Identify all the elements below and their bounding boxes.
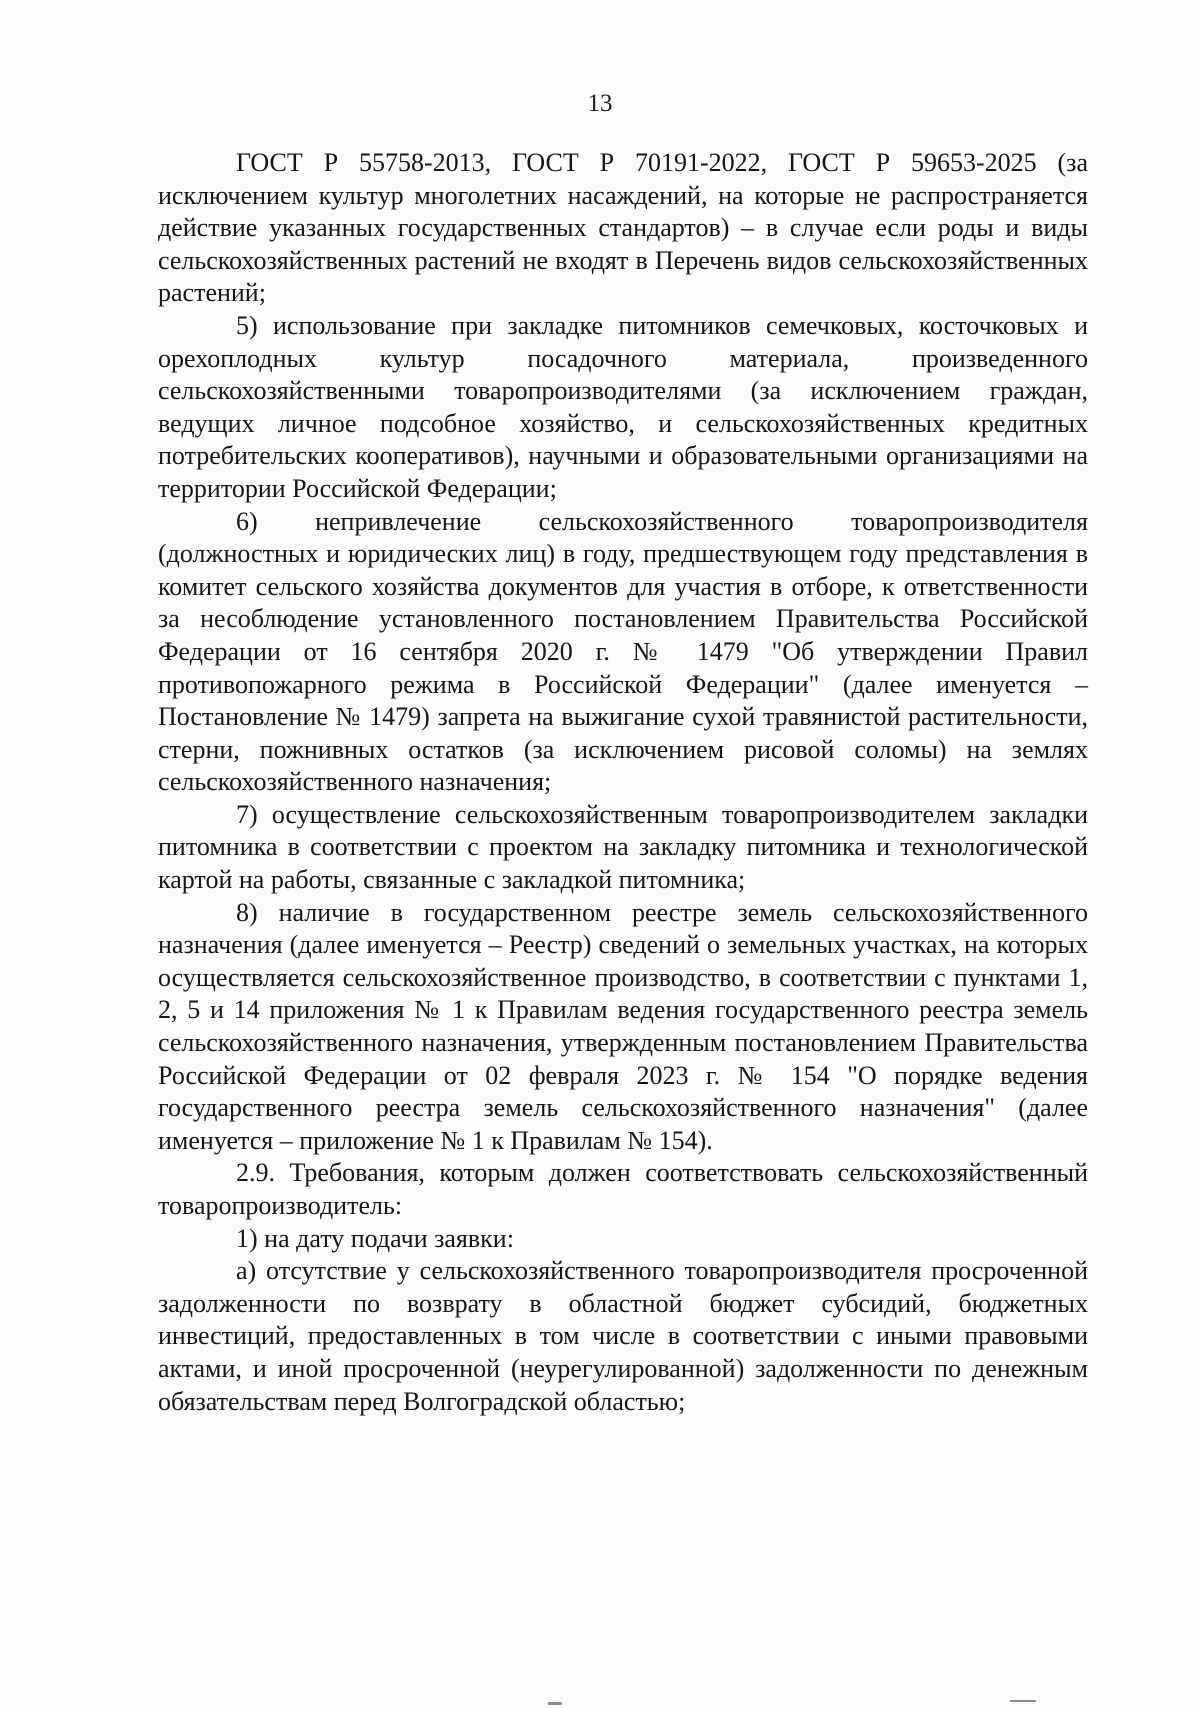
paragraph-section-2-9: 2.9. Требования, которым должен соответствовать сельскохозяйственный товаропроизводитель: — [158, 1158, 1088, 1220]
paragraph-item-5: 5) использование при закладке питомников семечковых, косточковых и орехоплодных культур посадочного материала, произведенного сельскохозяйственными товаропроизводителями (за исключением граждан, ведущих личное подсобное хозяйство, и сельскохозяйственных кредитных потребительских кооперативов), научными и образовательными организациями на территории Российской Федерации; — [158, 310, 1088, 503]
paragraph-item-8: 8) наличие в государственном реестре земель сельскохозяйственного назначения (далее именуется – Реестр) сведений о земельных участках, на которых осуществляется сельскохозяйственное производство, в соответствии с пунктами 1, 2, 5 и 14 приложения № 1 к Правилам ведения государственного реестра земель сельскохозяйственного назначения, утвержденным постановлением Правительства Российской Федерации от 02 февраля 2023 г. № 154 "О порядке ведения государственного реестра земель сельскохозяйственного назначения" (далее именуется – приложение № 1 к Правилам № 154). — [158, 897, 1088, 1155]
paragraph-gost-standards: ГОСТ Р 55758-2013, ГОСТ Р 70191-2022, ГОСТ Р 59653-2025 (за исключением культур многолетних насаждений, на которые не распространяется действие указанных государственных стандартов) – в случае если роды и виды сельскохозяйственных растений не входят в Перечень видов сельскохозяйственных растений; — [158, 148, 1088, 308]
scan-speck — [548, 1702, 562, 1705]
paragraph-subitem-1: 1) на дату подачи заявки: — [236, 1223, 514, 1253]
page-number: 13 — [587, 90, 613, 117]
body-text — [158, 147, 1088, 1418]
paragraph-subitem-a: а) отсутствие у сельскохозяйственного товаропроизводителя просроченной задолженности по возврату в областной бюджет субсидий, бюджетных инвестиций, предоставленных в том числе в соответствии с иными правовыми актами, и иной просроченной (неурегулированной) задолженности по денежным обязательствам перед Волгоградской областью; — [158, 1256, 1088, 1416]
paragraph-item-7: 7) осуществление сельскохозяйственным товаропроизводителем закладки питомника в соответствии с проектом на закладку питомника и технологической картой на работы, связанные с закладкой питомника; — [158, 799, 1088, 895]
scan-speck — [1010, 1700, 1036, 1702]
paragraph-item-6: 6) непривлечение сельскохозяйственного товаропроизводителя (должностных и юридических лиц) в году, предшествующем году представления в комитет сельского хозяйства документов для участия в отборе, к ответственности за несоблюдение установленного постановлением Правительства Российской Федерации от 16 сентября 2020 г. № 1479 "Об утверждении Правил противопожарного режима в Российской Федерации" (далее именуется – Постановление № 1479) запрета на выжигание сухой травянистой растительности, стерни, пожнивных остатков (за исключением рисовой соломы) на землях сельскохозяйственного назначения; — [158, 506, 1088, 797]
